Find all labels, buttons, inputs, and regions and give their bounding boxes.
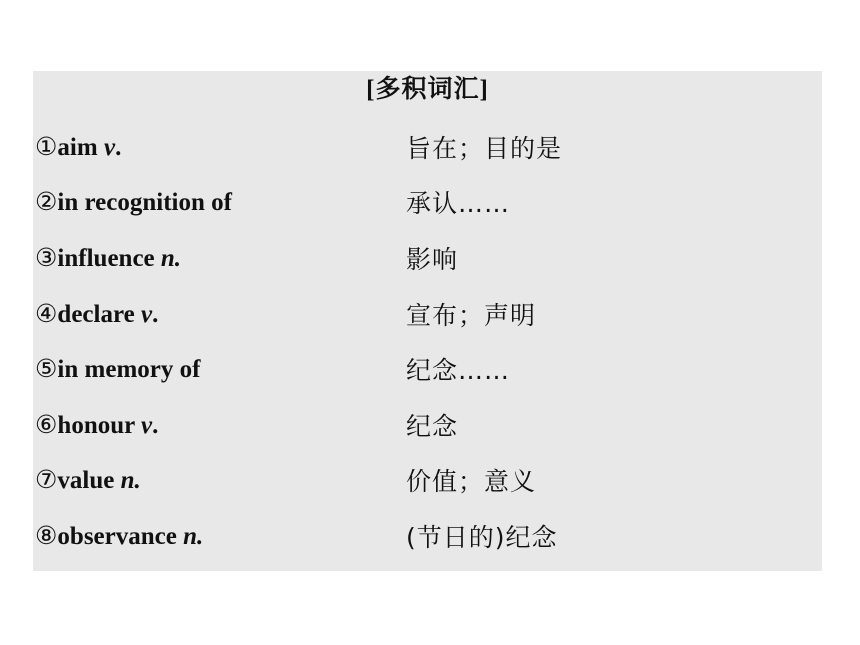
vocabulary-panel xyxy=(33,71,822,571)
item-number: ⑧ xyxy=(35,522,58,550)
item-number: ② xyxy=(35,189,58,217)
term-word: value xyxy=(57,467,121,495)
vocab-meaning: 纪念…… xyxy=(406,356,511,386)
vocab-meaning: (节日的)纪念 xyxy=(406,522,558,552)
vocab-row xyxy=(33,508,822,564)
part-of-speech: n. xyxy=(160,244,182,272)
vocab-meaning: 影响 xyxy=(406,244,459,274)
term-word: aim xyxy=(57,133,104,161)
vocab-row xyxy=(33,119,822,175)
vocab-meaning: 宣布；声明 xyxy=(406,300,537,330)
term-word: in recognition of xyxy=(57,189,232,217)
vocab-row xyxy=(33,286,822,342)
term-tail: . xyxy=(115,133,122,161)
part-of-speech: n. xyxy=(120,467,141,495)
vocab-meaning: 价值；意义 xyxy=(406,467,537,497)
vocab-term xyxy=(35,187,232,217)
vocab-term xyxy=(35,243,181,273)
term-word: influence xyxy=(57,244,161,272)
term-tail: . xyxy=(152,300,159,328)
term-word: honour xyxy=(57,411,142,439)
item-number: ① xyxy=(35,133,58,161)
vocab-term xyxy=(35,465,141,495)
item-number: ⑥ xyxy=(35,411,58,439)
term-word: in memory of xyxy=(57,356,201,384)
item-number: ④ xyxy=(35,300,58,328)
item-number: ⑦ xyxy=(35,467,58,495)
vocab-meaning: 纪念 xyxy=(406,411,459,441)
vocab-term xyxy=(35,410,158,440)
part-of-speech: n. xyxy=(183,522,204,550)
vocab-meaning: 旨在；目的是 xyxy=(406,133,563,163)
part-of-speech: v xyxy=(140,300,153,328)
section-heading: [多积词汇] xyxy=(366,76,489,103)
vocabulary-list xyxy=(33,119,822,564)
vocab-meaning: 承认…… xyxy=(406,189,511,219)
vocab-row xyxy=(33,230,822,286)
vocab-term xyxy=(35,354,200,384)
vocab-term xyxy=(35,132,121,162)
vocab-row xyxy=(33,453,822,509)
term-word: declare xyxy=(57,300,141,328)
term-word: observance xyxy=(57,522,184,550)
term-tail: . xyxy=(152,411,159,439)
vocab-row xyxy=(33,397,822,453)
part-of-speech: v xyxy=(103,133,116,161)
vocab-term xyxy=(35,521,203,551)
part-of-speech: v xyxy=(141,411,153,439)
item-number: ⑤ xyxy=(35,356,58,384)
vocab-term xyxy=(35,299,158,329)
vocab-row xyxy=(33,175,822,231)
vocab-row xyxy=(33,341,822,397)
item-number: ③ xyxy=(35,244,58,272)
